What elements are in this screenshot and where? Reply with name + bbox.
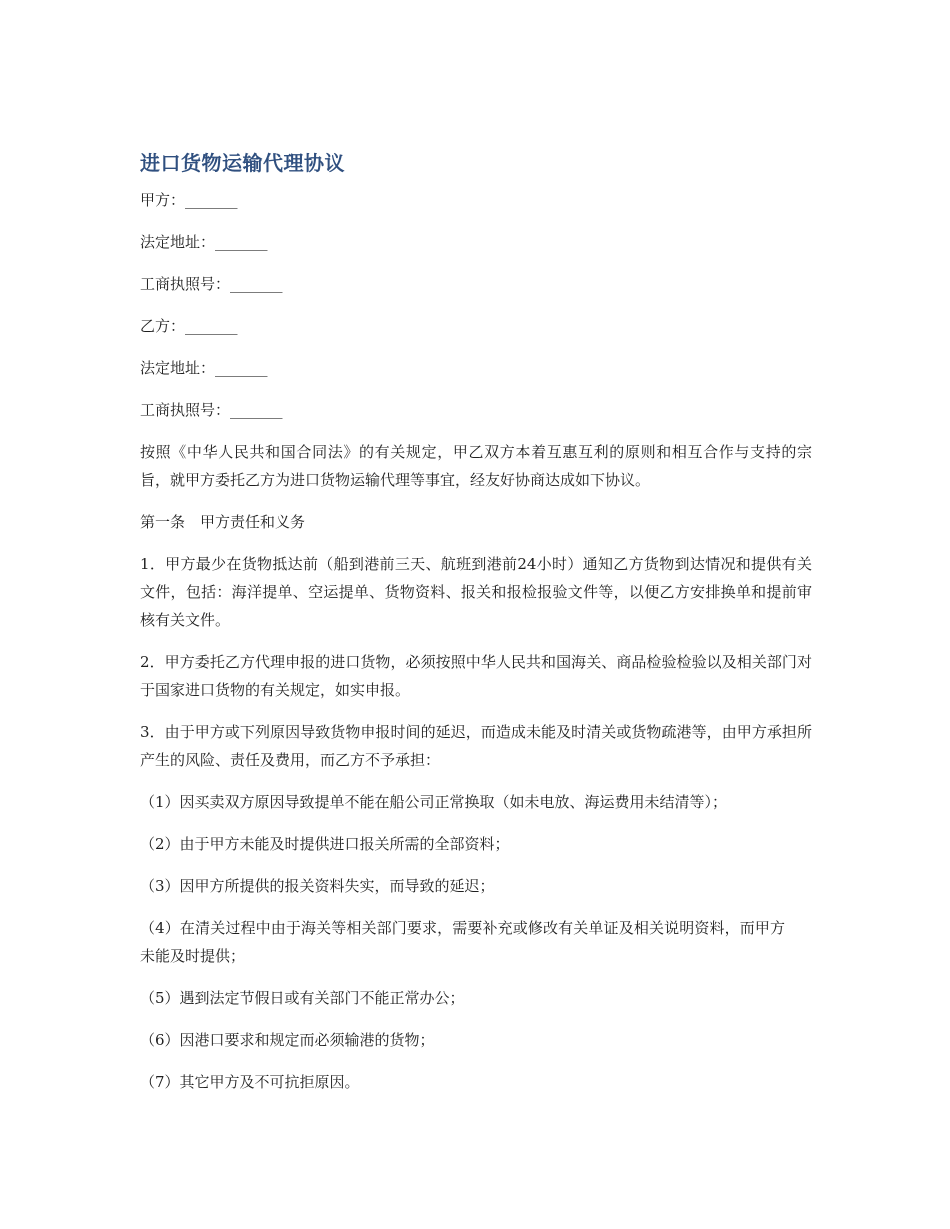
clause-paragraph: 3．由于甲方或下列原因导致货物申报时间的延迟，而造成未能及时清关或货物疏港等，由甲方承担所产生的风险、责任及费用，而乙方不予承担： (140, 723, 812, 769)
preamble-paragraph: 按照《中华人民共和国合同法》的有关规定，甲乙双方本着互惠互利的原则和相互合作与支持的宗旨，就甲方委托乙方为进口货物运输代理等事宜，经友好协商达成如下协议。 (140, 443, 812, 489)
party-a-license-field: 工商执照号：_______ (140, 275, 283, 293)
subclause-paragraph: （4）在清关过程中由于海关等相关部门要求，需要补充或修改有关单证及相关说明资料，而甲方未能及时提供； (140, 919, 785, 965)
party-b-field: 乙方：_______ (140, 317, 238, 335)
document-title: 进口货物运输代理协议 (140, 151, 345, 175)
article-heading: 第一条 甲方责任和义务 (140, 513, 306, 531)
subclause-paragraph: （7）其它甲方及不可抗拒原因。 (140, 1073, 360, 1091)
subclause-paragraph: （6）因港口要求和规定而必须输港的货物； (140, 1031, 435, 1049)
clause-paragraph: 2．甲方委托乙方代理申报的进口货物，必须按照中华人民共和国海关、商品检验检验以及相关部门对于国家进口货物的有关规定，如实申报。 (140, 653, 812, 699)
subclause-paragraph: （2）由于甲方未能及时提供进口报关所需的全部资料； (140, 835, 510, 853)
party-a-address-field: 法定地址：_______ (140, 233, 268, 251)
document-page (140, 148, 812, 1110)
party-a-field: 甲方：_______ (140, 191, 238, 209)
subclause-paragraph: （5）遇到法定节假日或有关部门不能正常办公； (140, 989, 465, 1007)
subclause-paragraph: （3）因甲方所提供的报关资料失实，而导致的延迟； (140, 877, 495, 895)
clause-paragraph: 1．甲方最少在货物抵达前（船到港前三天、航班到港前24小时）通知乙方货物到达情况和提供有关文件，包括：海洋提单、空运提单、货物资料、报关和报检报验文件等，以便乙方安排换单和提前审核有关文件。 (140, 555, 812, 629)
party-b-address-field: 法定地址：_______ (140, 359, 268, 377)
subclause-paragraph: （1）因买卖双方原因导致提单不能在船公司正常换取（如未电放、海运费用未结清等）； (140, 793, 728, 811)
party-b-license-field: 工商执照号：_______ (140, 401, 283, 419)
